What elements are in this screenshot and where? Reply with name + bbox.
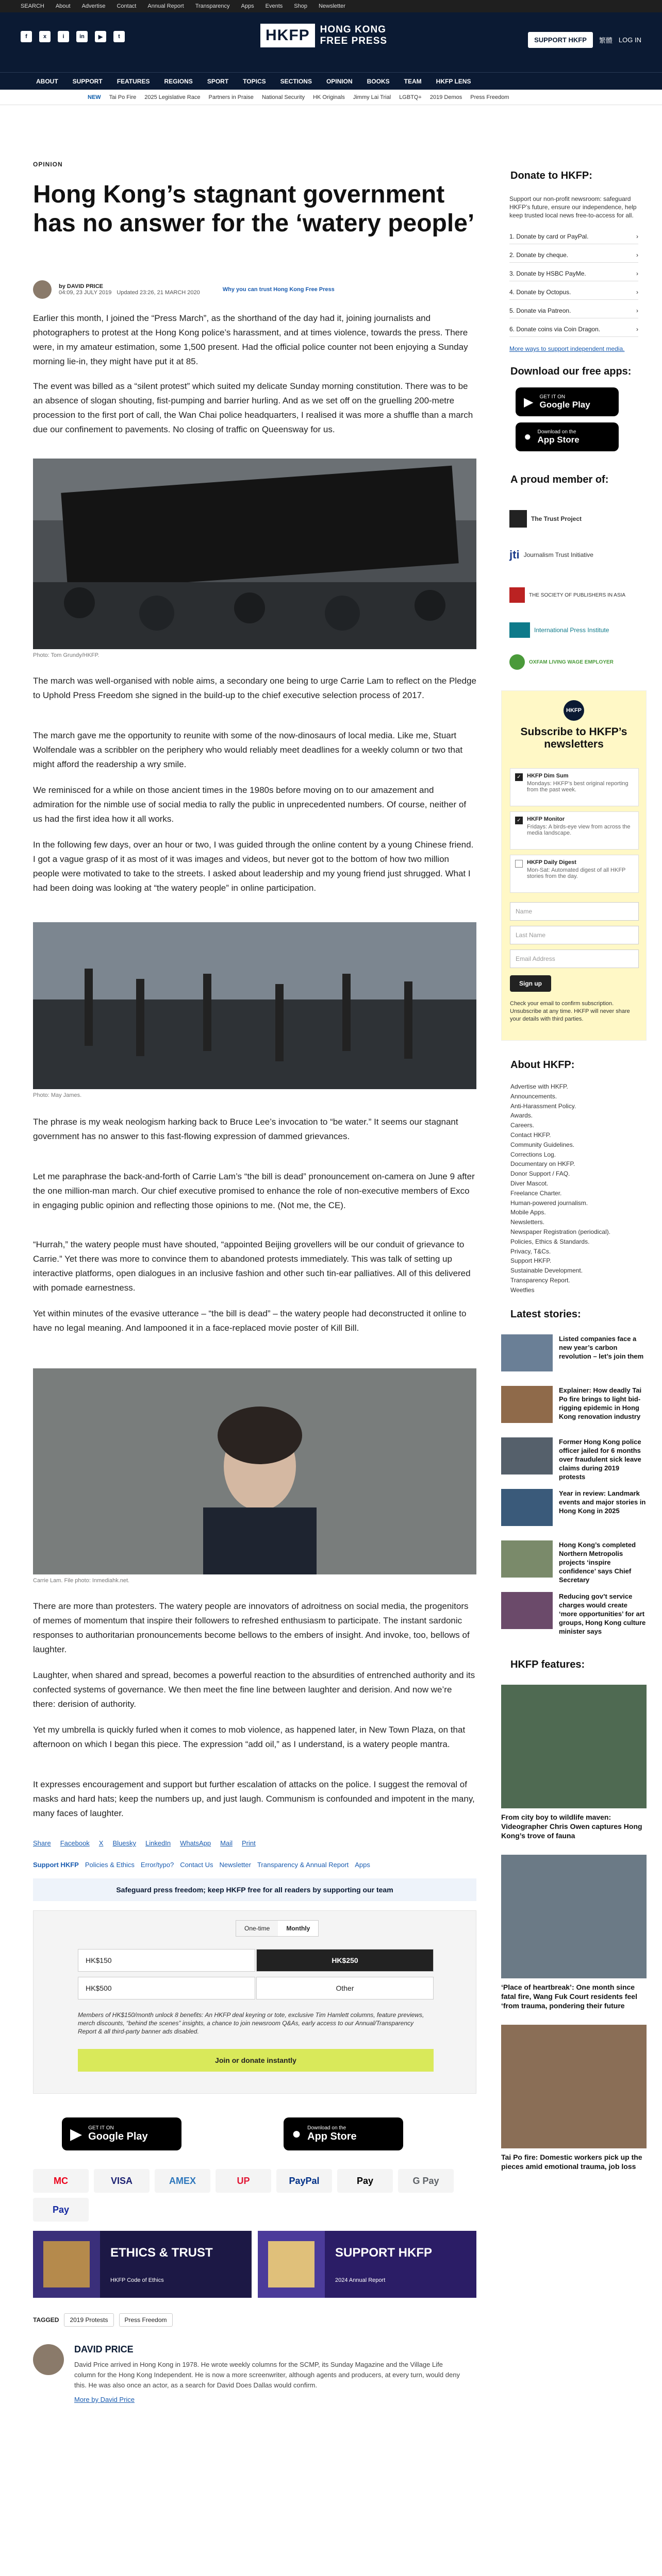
about-link[interactable]: Sustainable Development. xyxy=(510,1267,583,1275)
footer-link[interactable]: Error/typo? xyxy=(140,1861,174,1869)
email-input[interactable]: Email Address xyxy=(510,950,639,968)
author-photo xyxy=(33,2344,64,2375)
about-link[interactable]: Contact HKFP. xyxy=(510,1131,551,1139)
paragraph: Yet my umbrella is quickly furled when it comes to mob violence, as happened later, in New Town Plaza, on that afternoon on which I began this piece. The expression “add oil,” as I understand, is a watery people mantra. xyxy=(33,1725,466,1749)
latest-story[interactable] xyxy=(501,1592,647,1638)
ethics-banner[interactable] xyxy=(33,2231,252,2298)
newsletter-signup xyxy=(501,690,647,1041)
protest-banner-illustration xyxy=(33,459,476,649)
facebook-icon[interactable]: f xyxy=(21,31,32,42)
feature-story[interactable] xyxy=(501,2025,647,2171)
sopa-logo[interactable] xyxy=(509,587,625,603)
feature-story[interactable] xyxy=(501,1685,647,1840)
photo-caption: Carrie Lam. File photo: Inmediahk.net. xyxy=(33,1578,130,1584)
about-link[interactable]: Human-powered journalism. xyxy=(510,1199,588,1207)
about-heading: About HKFP: xyxy=(510,1059,575,1071)
amount-option[interactable]: HK$150 xyxy=(78,1949,255,1972)
story-title: Reducing gov’t service charges would create ‘more opportunities’ for art groups, Hong Kong culture minister says xyxy=(559,1592,646,1635)
story-thumbnail xyxy=(501,1437,553,1475)
member-name: The Trust Project xyxy=(531,515,582,522)
donate-option[interactable]: 3. Donate by HSBC PayMe. › xyxy=(509,266,638,281)
story-title: Hong Kong’s completed Northern Metropolis projects ‘inspire confidence’ says Chief Secretary xyxy=(559,1541,636,1584)
story-title: Explainer: How deadly Tai Po fire brings to light bid-rigging epidemic in Hong Kong renovation industry xyxy=(559,1386,642,1420)
checkbox-unchecked[interactable] xyxy=(515,860,523,868)
trust-link[interactable]: Why you can trust Hong Kong Free Press xyxy=(222,286,335,293)
share-print[interactable]: Print xyxy=(241,1839,256,1847)
latest-story[interactable] xyxy=(501,1437,647,1484)
author-avatar xyxy=(33,280,52,299)
sidebar-google-play[interactable] xyxy=(516,387,619,416)
jti-logo[interactable] xyxy=(509,548,593,562)
linkedin-icon[interactable]: in xyxy=(76,31,88,42)
paragraph: The event was billed as a “silent protest” which suited my delicate Sunday morning constitution. There was to be an absence of slogan shouting, fist-pumping and barrier hurling. And as we set off on the gruelling 200-metre procession to the first port of call, the Wan Chai police headquarters, I realised it was more a shuffle than a march due our confinement to pavements. No closing of traffic on Queensway for us. xyxy=(33,381,473,434)
updated-date: Updated 23:26, 21 MARCH 2020 xyxy=(117,290,200,296)
share-bar xyxy=(33,1839,256,1847)
paragraph: The phrase is my weak neologism harking back to Bruce Lee’s invocation to “be water.” It seems our stagnant government has no answer to this fast-flowing expression of dammed grievances. xyxy=(33,1117,458,1141)
more-ways-link[interactable]: More ways to support independent media. xyxy=(509,345,625,352)
about-link[interactable]: Privacy, T&Cs. xyxy=(510,1247,551,1255)
feature-title: From city boy to wildlife maven: Videographer Chris Owen captures Hong Kong’s trove of fauna xyxy=(501,1813,642,1840)
badge-text: App Store xyxy=(537,434,580,445)
newsletter-title: Subscribe to HKFP’s newsletters xyxy=(520,726,627,750)
newsletter-desc: Fridays: A birds-eye view from across the media landscape. xyxy=(527,824,631,836)
member-name: Journalism Trust Initiative xyxy=(523,551,593,558)
donate-option[interactable]: 2. Donate by cheque. › xyxy=(509,247,638,263)
nav-item[interactable]: ABOUT xyxy=(36,77,58,85)
sign-up-button[interactable]: Sign up xyxy=(510,975,551,992)
feature-image xyxy=(501,1855,647,1978)
about-link[interactable]: Advertise with HKFP. xyxy=(510,1083,568,1090)
feature-image xyxy=(501,1685,647,1808)
unionpay-icon: UP xyxy=(216,2169,271,2193)
about-link[interactable]: Newsletters. xyxy=(510,1218,545,1226)
site-logo[interactable] xyxy=(260,24,387,47)
about-list xyxy=(510,1082,639,1295)
nav-item[interactable]: TOPICS xyxy=(243,77,266,85)
site-header xyxy=(0,12,662,72)
protest-crowd-photo xyxy=(33,922,476,1089)
newsletter-name: HKFP Monitor xyxy=(527,816,565,822)
nav-item[interactable]: FEATURES xyxy=(117,77,150,85)
about-link[interactable]: Anti-Harassment Policy. xyxy=(510,1102,576,1110)
story-title: Year in review: Landmark events and major stories in Hong Kong in 2025 xyxy=(559,1489,646,1515)
share-linkedin[interactable]: LinkedIn xyxy=(145,1839,171,1847)
trending-link[interactable]: Jimmy Lai Trial xyxy=(353,94,391,100)
paragraph: Yet within minutes of the evasive utterance – “the bill is dead” – the watery people had deconstructed it online to have no legal meaning. And lampooned it in a face-replaced movie poster of Kill Bill. xyxy=(33,1309,467,1333)
trending-link[interactable]: 2025 Legislative Race xyxy=(144,94,201,100)
about-link[interactable]: Newspaper Registration (periodical). xyxy=(510,1228,611,1235)
paragraph: There are more than protesters. The watery people are innovators of adroitness on social media, the progenitors of memes of momentum that inspire their followers to refreshed enthusiasm to participate. The instant sardonic responses to authoritarian pronouncements become bellows to the embers of insight. And invoke, too, bellows of laughter. xyxy=(33,1601,470,1654)
protest-photo xyxy=(33,459,476,649)
footer-link[interactable]: Policies & Ethics xyxy=(85,1861,135,1869)
oxfam-icon xyxy=(509,654,525,670)
topbar-link[interactable]: Transparency xyxy=(195,3,230,9)
visa-icon: VISA xyxy=(94,2169,150,2193)
paragraph: In the following few days, over an hour or two, I was guided through the online content by a young Chinese friend. I got a vague grasp of it as most of it was images and videos, but never got to the bottom of how two million people were motivated to take to the streets. I asked about leadership and my young friend just shrugged. What I had been doing was looking at “the watery people” in online participation. xyxy=(33,840,474,893)
join-button[interactable]: Join or donate instantly xyxy=(78,2049,434,2072)
tab-monthly[interactable]: Monthly xyxy=(278,1921,318,1936)
topbar-link[interactable]: Contact xyxy=(117,3,137,9)
story-title: Listed companies face a new year’s carbon revolution – let’s join them xyxy=(559,1335,644,1360)
donate-banner[interactable]: Safeguard press freedom; keep HKFP free for all readers by supporting our team xyxy=(33,1878,476,1901)
newsletter-desc: Mon-Sat: Automated digest of all HKFP stories from the day. xyxy=(527,867,626,879)
about-link[interactable]: Diver Mascot. xyxy=(510,1179,549,1187)
jti-icon: jti xyxy=(509,548,520,561)
story-title: Former Hong Kong police officer jailed for 6 months over fraudulent sick leave claims during 2019 protests xyxy=(559,1438,641,1481)
story-thumbnail xyxy=(501,1592,553,1629)
about-link[interactable]: Awards. xyxy=(510,1112,533,1120)
newsletter-desc: Mondays: HKFP’s best original reporting from the past week. xyxy=(527,781,628,793)
ethics-illustration xyxy=(33,2231,100,2298)
amount-option-selected[interactable]: HK$250 xyxy=(256,1949,434,1972)
about-link[interactable]: Community Guidelines. xyxy=(510,1141,575,1148)
more-by-author[interactable]: More by David Price xyxy=(74,2396,135,2403)
badge-small-text: GET IT ON xyxy=(539,394,566,400)
play-icon: ▶ xyxy=(524,395,534,409)
badge-small-text: Download on the xyxy=(537,429,576,435)
crowd-illustration xyxy=(33,922,476,1089)
badge-small-text: Download on the xyxy=(307,2125,346,2131)
about-link[interactable]: Careers. xyxy=(510,1122,535,1129)
logo-line: HONG KONG xyxy=(320,24,386,35)
sopa-icon xyxy=(509,587,525,603)
nav-item[interactable]: BOOKS xyxy=(367,77,390,85)
about-link[interactable]: Transparency Report. xyxy=(510,1276,570,1284)
amount-other[interactable]: Other xyxy=(256,1977,434,1999)
tab-one-time[interactable]: One-time xyxy=(244,1925,270,1932)
feature-story[interactable] xyxy=(501,1855,647,2010)
member-name: OXFAM LIVING WAGE EMPLOYER xyxy=(529,659,614,665)
paypal-icon: PayPal xyxy=(276,2169,332,2193)
samsung-pay-icon: Pay xyxy=(33,2198,89,2222)
nav-item[interactable]: REGIONS xyxy=(164,77,193,85)
footer-link[interactable]: Apps xyxy=(355,1861,370,1869)
main-nav xyxy=(0,72,662,90)
search-link[interactable]: SEARCH xyxy=(21,3,44,9)
apple-icon: ● xyxy=(292,2125,302,2142)
apps-heading: Download our free apps: xyxy=(510,366,632,377)
paragraph: Earlier this month, I joined the “Press March”, as the shorthand of the day had it, joining journalists and photographers to protest at the Hong Kong police’s harassment, and at times violence, towards the press. There were, in my amateur estimation, some 1,500 present. Had the official police counter not been enjoying a Sunday morning lie-in, they might have put it at 85. xyxy=(33,313,468,366)
member-name: International Press Institute xyxy=(534,626,609,634)
newsletter-option[interactable] xyxy=(510,811,639,850)
google-play-badge[interactable] xyxy=(62,2117,181,2150)
about-link[interactable]: Weetfies xyxy=(510,1286,535,1294)
logo-line: FREE PRESS xyxy=(320,36,388,46)
new-label: NEW xyxy=(88,94,101,100)
youtube-icon[interactable]: ▶ xyxy=(95,31,106,42)
hkfp-badge: HKFP xyxy=(564,700,584,721)
paragraph: The march gave me the opportunity to reunite with some of the now-dinosaurs of local media. Like me, Stuart Wolfendale was a scribbler on the periphery who would reliably meet deadlines for a weekly column or two that might afford the readership a wry smile. xyxy=(33,731,463,769)
author-bio: David Price arrived in Hong Kong in 1978. He wrote weekly columns for the SCMP, its Sunday Magazine and the Village Life column for the Hong Kong Independent. He is now a more screenwriter, although agents and producers, at every turn, would deny this. He was also once an actor, as a search for David Does Dallas would confirm. xyxy=(74,2361,460,2389)
byline xyxy=(33,279,476,300)
latest-story[interactable] xyxy=(501,1489,647,1535)
story-thumbnail xyxy=(501,1334,553,1371)
donate-option[interactable]: 4. Donate by Octopus. › xyxy=(509,284,638,300)
checkbox-checked[interactable]: ✓ xyxy=(515,817,523,824)
paragraph: “Hurrah,” the watery people must have shouted, “appointed Beijing grovellers will be our conduit of grievance to Carrie.” Yet there was more to convince them to abandoned protests immediately. This was talk of setting up interactive platforms, open dialogues in an inclusive fashion and other such tin-ear palliatives. All of this delivered with pomade earnestness. xyxy=(33,1240,471,1293)
newsletter-name: HKFP Dim Sum xyxy=(527,773,569,779)
banner-title: ETHICS & TRUST xyxy=(110,2246,213,2260)
donate-option[interactable]: 1. Donate by card or PayPal. › xyxy=(509,229,638,244)
tag-link[interactable]: 2019 Protests xyxy=(64,2313,113,2327)
share-mail[interactable]: Mail xyxy=(220,1839,233,1847)
tag-list xyxy=(33,2313,173,2327)
photo-caption: Photo: May James. xyxy=(33,1092,82,1098)
story-thumbnail xyxy=(501,1386,553,1423)
share-whatsapp[interactable]: WhatsApp xyxy=(180,1839,211,1847)
trust-project-icon xyxy=(509,510,527,528)
tagged-label: TAGGED xyxy=(33,2316,59,2324)
author-box-name[interactable]: DAVID PRICE xyxy=(74,2344,134,2354)
apple-pay-icon: Pay xyxy=(337,2169,393,2193)
topbar-link[interactable]: Shop xyxy=(294,3,307,9)
trending-link[interactable]: National Security xyxy=(261,94,305,100)
paragraph: It expresses encouragement and support but further escalation of attacks on the police. I suggest the removal of masks and hard hats; keep the numbers up, and just laugh. Communism is confounded and impotent in the many, many faces of laughter. xyxy=(33,1780,475,1818)
trending-link[interactable]: LGBTQ+ xyxy=(399,94,422,100)
google-pay-icon: G Pay xyxy=(398,2169,454,2193)
paragraph: Let me paraphrase the back-and-forth of Carrie Lam’s “the bill is dead” pronouncement on-camera on June 9 after the one million-man march. Our chief executive promised to enhance the role of non-executive members of Exco in engaging public opinion and reflecting those opinions to me. (Not me, the CE). xyxy=(33,1172,475,1210)
author-box xyxy=(33,2344,476,2416)
article-footer-links xyxy=(33,1861,370,1869)
tag-link[interactable]: Press Freedom xyxy=(119,2313,173,2327)
apple-icon: ● xyxy=(524,430,532,444)
trust-project-logo[interactable] xyxy=(509,510,582,528)
topbar-link[interactable]: Advertise xyxy=(81,3,106,9)
paragraph: Laughter, when shared and spread, becomes a powerful reaction to the absurdities of entrenched authority and its confected systems of governance. We then meet the fine line between laughter and derision. And now we’re there: derision of authority. xyxy=(33,1670,475,1709)
publish-date: 04:09, 23 JULY 2019 xyxy=(59,290,112,296)
about-link[interactable]: Freelance Charter. xyxy=(510,1189,562,1197)
donate-option[interactable]: 6. Donate coins via Coin Dragon. › xyxy=(509,321,638,337)
play-icon: ▶ xyxy=(70,2125,82,2143)
share-facebook[interactable]: Facebook xyxy=(60,1839,90,1847)
badge-text: Google Play xyxy=(539,399,590,410)
annual-report-banner[interactable] xyxy=(258,2231,476,2298)
photo-caption: Photo: Tom Grundy/HKFP. xyxy=(33,652,100,658)
story-thumbnail xyxy=(501,1489,553,1526)
newsletter-note: Check your email to confirm subscription. Unsubscribe at any time. HKFP will never share your details with third parties. xyxy=(510,1001,630,1022)
membership-info: Members of HK$150/month unlock 8 benefits: An HKFP deal keyring or tote, exclusive Tim Hamlett columns, feature previews, merch discounts, “behind the scenes” insights, a chance to join newsroom Q&As, early access to our Annual/Transparency Report & all third-party banner ads disabled. xyxy=(78,2011,424,2035)
logo-mark: HKFP xyxy=(260,24,315,47)
latest-story[interactable] xyxy=(501,1386,647,1432)
badge-text: Google Play xyxy=(88,2131,148,2142)
about-link[interactable]: Policies, Ethics & Standards. xyxy=(510,1238,590,1245)
top-bar xyxy=(0,0,662,12)
topbar-link[interactable]: About xyxy=(55,3,71,9)
newsletter-name: HKFP Daily Digest xyxy=(527,859,576,866)
paragraph: The march was well-organised with noble aims, a secondary one being to urge Carrie Lam to reflect on the Pledge to Uphold Press Freedom she signed in the build-up to the chief executive selection process of 2017. xyxy=(33,676,476,700)
banner-subtitle: 2024 Annual Report xyxy=(335,2277,386,2283)
name-input[interactable]: Name xyxy=(510,902,639,921)
amount-option[interactable]: HK$500 xyxy=(78,1977,255,1999)
instagram-icon[interactable]: i xyxy=(58,31,69,42)
donate-option[interactable]: 5. Donate via Patreon. › xyxy=(509,303,638,318)
newsletter-option[interactable] xyxy=(510,855,639,893)
trending-link[interactable]: Tai Po Fire xyxy=(109,94,137,100)
member-name: THE SOCIETY OF PUBLISHERS IN ASIA xyxy=(529,592,626,598)
feature-image xyxy=(501,2025,647,2148)
sidebar-app-store[interactable] xyxy=(516,422,619,451)
share-bluesky[interactable]: Bluesky xyxy=(112,1839,136,1847)
trending-link[interactable]: Press Freedom xyxy=(470,94,509,100)
donate-option-label: 2. Donate by cheque. xyxy=(509,251,569,259)
newsletter-option[interactable] xyxy=(510,768,639,806)
nav-item[interactable]: HKFP LENS xyxy=(436,77,471,85)
app-store-badge[interactable] xyxy=(284,2117,403,2150)
share-label: Share xyxy=(33,1839,51,1847)
latest-story[interactable] xyxy=(501,1540,647,1587)
about-link[interactable]: Corrections Log. xyxy=(510,1150,556,1158)
donate-heading: Donate to HKFP: xyxy=(510,170,592,181)
nav-item[interactable]: TEAM xyxy=(404,77,422,85)
author-name[interactable]: by DAVID PRICE xyxy=(59,283,103,290)
footer-link[interactable]: Support HKFP xyxy=(33,1861,79,1869)
badge-small-text: GET IT ON xyxy=(88,2125,114,2131)
nav-item[interactable]: SUPPORT xyxy=(72,77,103,85)
footer-link[interactable]: Newsletter xyxy=(219,1861,251,1869)
article-title: Hong Kong’s stagnant government has no answer for the ‘watery people’ xyxy=(33,181,475,237)
trending-bar xyxy=(0,90,662,105)
topbar-link[interactable]: Newsletter xyxy=(318,3,345,9)
donate-option-label: 6. Donate coins via Coin Dragon. xyxy=(509,325,601,333)
about-link[interactable]: Announcements. xyxy=(510,1092,557,1100)
about-link[interactable]: Support HKFP. xyxy=(510,1257,552,1265)
about-link[interactable]: Documentary on HKFP. xyxy=(510,1160,575,1168)
nav-item[interactable]: SPORT xyxy=(207,77,229,85)
about-link[interactable]: Mobile Apps. xyxy=(510,1209,546,1216)
report-illustration xyxy=(258,2231,325,2298)
oxfam-logo[interactable] xyxy=(509,654,614,670)
trending-link[interactable]: Partners in Praise xyxy=(208,94,254,100)
topbar-link[interactable]: Events xyxy=(265,3,283,9)
features-heading: HKFP features: xyxy=(510,1659,585,1670)
portrait-illustration xyxy=(33,1368,476,1574)
footer-link[interactable]: Contact Us xyxy=(180,1861,213,1869)
nav-item[interactable]: OPINION xyxy=(326,77,353,85)
badge-text: App Store xyxy=(307,2131,357,2142)
trending-link[interactable]: HK Originals xyxy=(313,94,345,100)
trending-link[interactable]: 2019 Demos xyxy=(429,94,462,100)
login-link[interactable]: LOG IN xyxy=(618,36,641,44)
donate-option-label: 3. Donate by HSBC PayMe. xyxy=(509,269,586,277)
donate-option-label: 5. Donate via Patreon. xyxy=(509,307,571,314)
mastercard-icon: MC xyxy=(33,2169,89,2193)
latest-heading: Latest stories: xyxy=(510,1309,581,1320)
topbar-link[interactable]: Apps xyxy=(241,3,254,9)
x-icon[interactable]: x xyxy=(39,31,51,42)
threads-icon[interactable]: t xyxy=(113,31,125,42)
nav-item[interactable]: SECTIONS xyxy=(280,77,312,85)
topbar-link[interactable]: Annual Report xyxy=(147,3,184,9)
about-link[interactable]: Donor Support / FAQ. xyxy=(510,1170,570,1178)
paragraph: We reminisced for a while on those ancient times in the 1980s before moving on to our amazement and admiration for the nimble use of social media to rally the public in unprecedented numbers. Of course, neither of us had the first idea how it all works. xyxy=(33,785,467,824)
ipi-logo[interactable] xyxy=(509,622,609,638)
donation-widget xyxy=(33,1910,476,2094)
feature-title: Tai Po fire: Domestic workers pick up the pieces amid emotional trauma, job loss xyxy=(501,2153,642,2171)
section-label[interactable]: OPINION xyxy=(33,161,63,168)
carrie-lam-photo xyxy=(33,1368,476,1574)
last-name-input[interactable]: Last Name xyxy=(510,926,639,944)
feature-title: ‘Place of heartbreak’: One month since fatal fire, Wang Fuk Court residents feel ‘from trauma, pondering their future xyxy=(501,1983,637,2010)
language-toggle[interactable]: 繁體 xyxy=(599,37,613,44)
donate-text: Support our non-profit newsroom: safeguard HKFP’s future, ensure our independence, help keep trusted local news free-to-access for all. xyxy=(509,195,637,219)
ipi-icon xyxy=(509,622,530,638)
support-button[interactable]: SUPPORT HKFP xyxy=(528,32,593,48)
footer-link[interactable]: Transparency & Annual Report xyxy=(257,1861,349,1869)
checkbox-checked[interactable]: ✓ xyxy=(515,773,523,781)
donate-option-label: 1. Donate by card or PayPal. xyxy=(509,232,589,240)
amex-icon: AMEX xyxy=(155,2169,210,2193)
share-x[interactable]: X xyxy=(98,1839,104,1847)
member-heading: A proud member of: xyxy=(510,474,609,485)
banner-subtitle: HKFP Code of Ethics xyxy=(110,2277,164,2283)
banner-title: SUPPORT HKFP xyxy=(335,2246,433,2260)
story-thumbnail xyxy=(501,1540,553,1578)
latest-story[interactable] xyxy=(501,1334,647,1381)
donate-option-label: 4. Donate by Octopus. xyxy=(509,288,571,296)
